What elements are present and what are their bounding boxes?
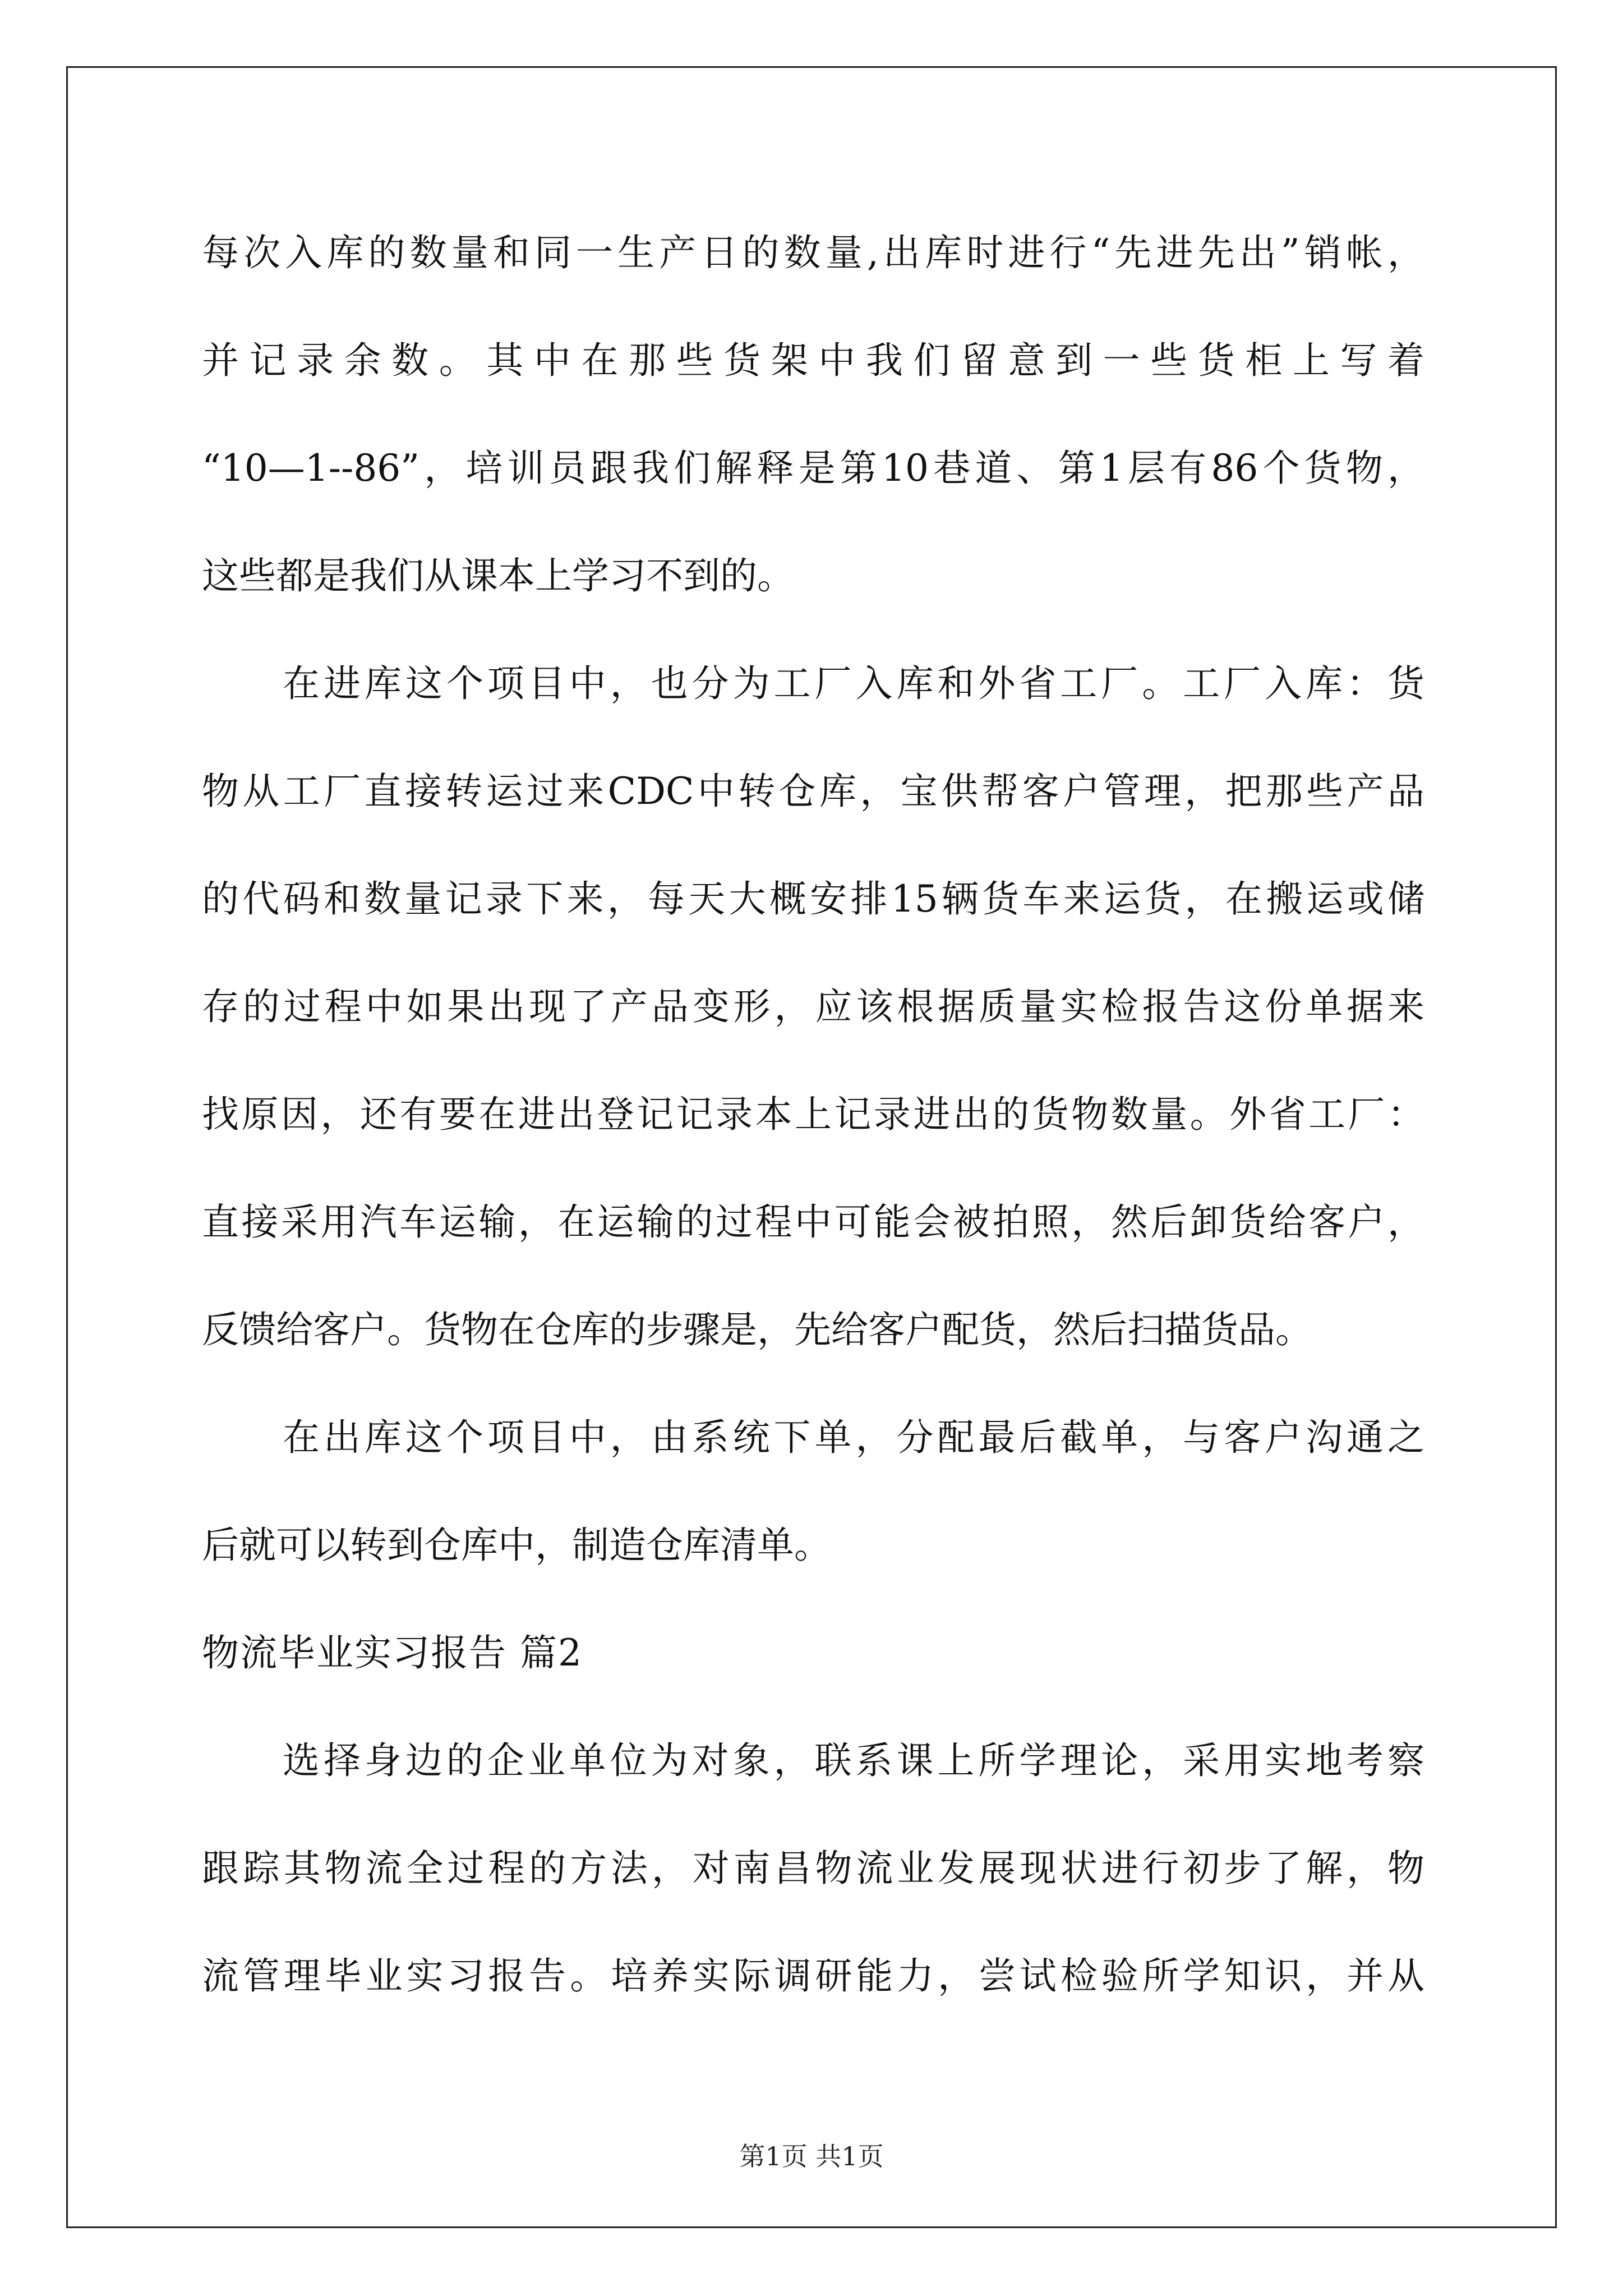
text-line: 每次入库的数量和同一生产日的数量,出库时进行“先进先出”销帐， bbox=[202, 231, 1424, 274]
document-body bbox=[202, 199, 1424, 2030]
section-heading: 物流毕业实习报告 篇2 bbox=[202, 1631, 583, 1674]
text-line: 并记录余数。其中在那些货架中我们留意到一些货柜上写着 bbox=[202, 339, 1424, 382]
page-number-footer: 第1页 共1页 bbox=[739, 2141, 884, 2171]
text-line: 反馈给客户。货物在仓库的步骤是，先给客户配货，然后扫描货品。 bbox=[202, 1308, 1312, 1351]
text-line: 流管理毕业实习报告。培养实际调研能力，尝试检验所学知识，并从 bbox=[202, 1954, 1424, 1998]
text-line: 物从工厂直接转运过来CDC中转仓库，宝供帮客户管理，把那些产品 bbox=[202, 770, 1424, 813]
paragraph-first-line: 在进库这个项目中，也分为工厂入库和外省工厂。工厂入库：货 bbox=[283, 662, 1424, 705]
paragraph-first-line: 选择身边的企业单位为对象，联系课上所学理论，采用实地考察 bbox=[283, 1739, 1424, 1782]
text-line: 直接采用汽车运输，在运输的过程中可能会被拍照，然后卸货给客户， bbox=[202, 1200, 1424, 1244]
text-line: 这些都是我们从课本上学习不到的。 bbox=[202, 554, 794, 597]
text-line: 后就可以转到仓库中，制造仓库清单。 bbox=[202, 1524, 831, 1567]
text-line: 存的过程中如果出现了产品变形，应该根据质量实检报告这份单据来 bbox=[202, 985, 1424, 1028]
text-line: “10—1--86”，培训员跟我们解释是第10巷道、第1层有86个货物， bbox=[202, 447, 1424, 490]
text-line: 跟踪其物流全过程的方法，对南昌物流业发展现状进行初步了解，物 bbox=[202, 1847, 1424, 1890]
paragraph-first-line: 在出库这个项目中，由系统下单，分配最后截单，与客户沟通之 bbox=[283, 1416, 1424, 1459]
text-line: 的代码和数量记录下来，每天大概安排15辆货车来运货，在搬运或储 bbox=[202, 877, 1424, 921]
text-line: 找原因，还有要在进出登记记录本上记录进出的货物数量。外省工厂： bbox=[202, 1093, 1424, 1136]
